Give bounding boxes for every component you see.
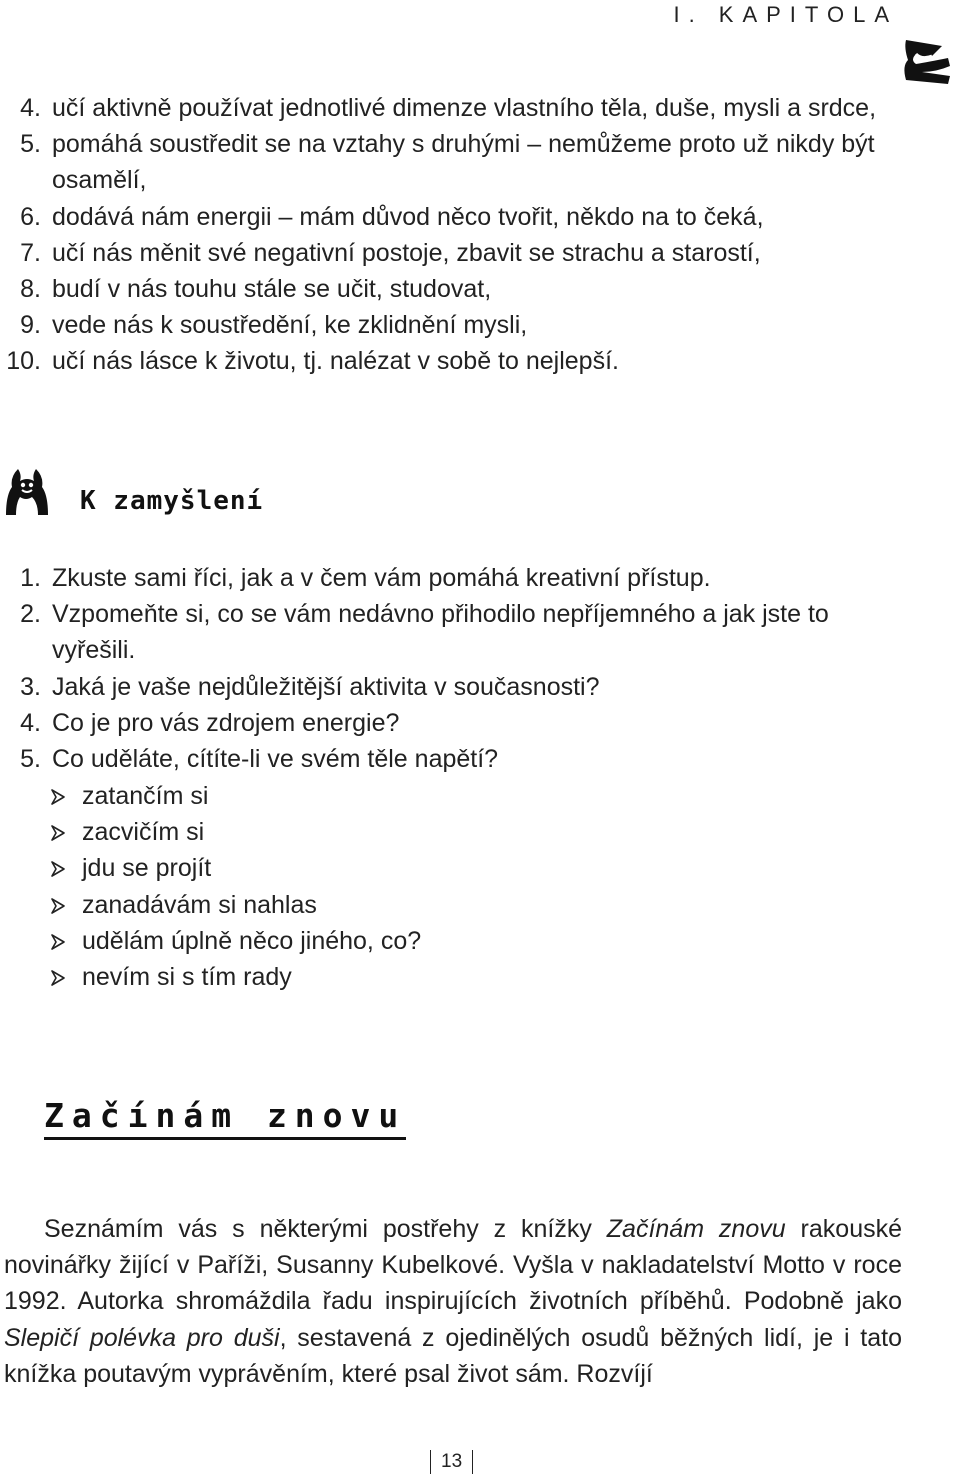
option-text: jdu se projít [82, 854, 212, 883]
question-number: 2. [20, 600, 41, 629]
chapter-corner-mark-icon [902, 36, 954, 86]
list-item-text: učí aktivně používat jednotlivé dimenze vlastního těla, duše, mysli a srdce, [52, 94, 877, 122]
list-item [0, 307, 910, 343]
list-item [0, 343, 910, 379]
option-text: udělám úplně něco jiného, co? [82, 926, 422, 955]
paragraph-text: , sestavená z ojedinělých osudů běžných lidí, je i tato knížka poutavým vyprávěním, které psal život sám. Rozvíjí [4, 1323, 902, 1388]
page-number: 13 [430, 1450, 473, 1474]
question-item [0, 705, 910, 741]
list-item-number: 4. [20, 94, 41, 122]
question-text: Jaká je vaše nejdůležitější aktivita v současnosti? [52, 672, 600, 701]
list-item-number: 7. [20, 238, 41, 267]
question-item [0, 669, 910, 705]
arrowhead-bullet-icon [50, 934, 66, 950]
question-number: 5. [20, 745, 41, 774]
question-text: Co je pro vás zdrojem energie? [52, 708, 400, 737]
option-item [0, 778, 421, 814]
list-item-number: 5. [20, 130, 41, 159]
arrowhead-bullet-icon [50, 970, 66, 986]
question-number: 1. [20, 564, 41, 592]
list-item-number: 6. [20, 202, 41, 231]
book-title: Začínám znovu [606, 1215, 786, 1243]
list-item-text: budí v nás touhu stále se učit, studovat, [52, 275, 492, 304]
thinking-figure-icon [4, 467, 50, 517]
body-paragraph [4, 1211, 902, 1392]
chapter-section-heading: Začínám znovu [44, 1096, 406, 1140]
arrowhead-bullet-icon [50, 898, 66, 914]
question-number: 4. [20, 708, 41, 737]
arrowhead-bullet-icon [50, 789, 66, 805]
list-item-text: dodává nám energii – mám důvod něco tvořit, někdo na to čeká, [52, 202, 764, 231]
section-title: K zamyšlení [80, 486, 264, 516]
list-item-text: učí nás měnit své negativní postoje, zbavit se strachu a starostí, [52, 238, 761, 267]
option-item [0, 814, 421, 850]
intro-list [0, 90, 910, 380]
question-text: Co uděláte, cítíte-li ve svém těle napětí? [52, 745, 499, 774]
question-number: 3. [20, 672, 41, 701]
paragraph-text: rakouské novinářky žijící v Paříži, Susanny Kubelkové. Vyšla v nakladatelství Motto v roce 1992. Autorka shromáždila řadu inspirujících životních příběhů. Podobně jako [4, 1215, 902, 1316]
question-text: Vzpomeňte si, co se vám nedávno přihodilo nepříjemného a jak jste to vyřešili. [52, 600, 829, 665]
option-text: nevím si s tím rady [82, 963, 292, 992]
question-item [0, 560, 910, 596]
list-item-number: 10. [6, 347, 41, 376]
option-text: zatančím si [82, 782, 209, 810]
list-item-number: 9. [20, 311, 41, 340]
option-text: zacvičím si [82, 818, 205, 847]
list-item [0, 199, 910, 235]
questions-list [0, 560, 910, 777]
list-item-number: 8. [20, 275, 41, 304]
arrowhead-bullet-icon [50, 825, 66, 841]
book-title: Slepičí polévka pro duši [4, 1323, 280, 1352]
option-item [0, 887, 421, 923]
option-item [0, 959, 421, 995]
paragraph-text: Seznámím vás s některými postřehy z knížky [44, 1215, 607, 1243]
list-item-text: pomáhá soustředit se na vztahy s druhými – nemůžeme proto už nikdy být osamělí, [52, 130, 875, 195]
running-head: I. KAPITOLA [673, 2, 898, 27]
arrowhead-bullet-icon [50, 861, 66, 877]
list-item-text: vede nás k soustředění, ke zklidnění mysli, [52, 311, 528, 340]
list-item [0, 126, 910, 198]
options-list [0, 778, 421, 995]
option-item [0, 850, 421, 886]
list-item [0, 90, 910, 126]
option-item [0, 923, 421, 959]
question-text: Zkuste sami říci, jak a v čem vám pomáhá kreativní přístup. [52, 564, 711, 592]
list-item-text: učí nás lásce k životu, tj. nalézat v sobě to nejlepší. [52, 347, 619, 376]
list-item [0, 271, 910, 307]
option-text: zanadávám si nahlas [82, 890, 317, 919]
question-item [0, 596, 910, 668]
list-item [0, 235, 910, 271]
question-item [0, 741, 910, 777]
